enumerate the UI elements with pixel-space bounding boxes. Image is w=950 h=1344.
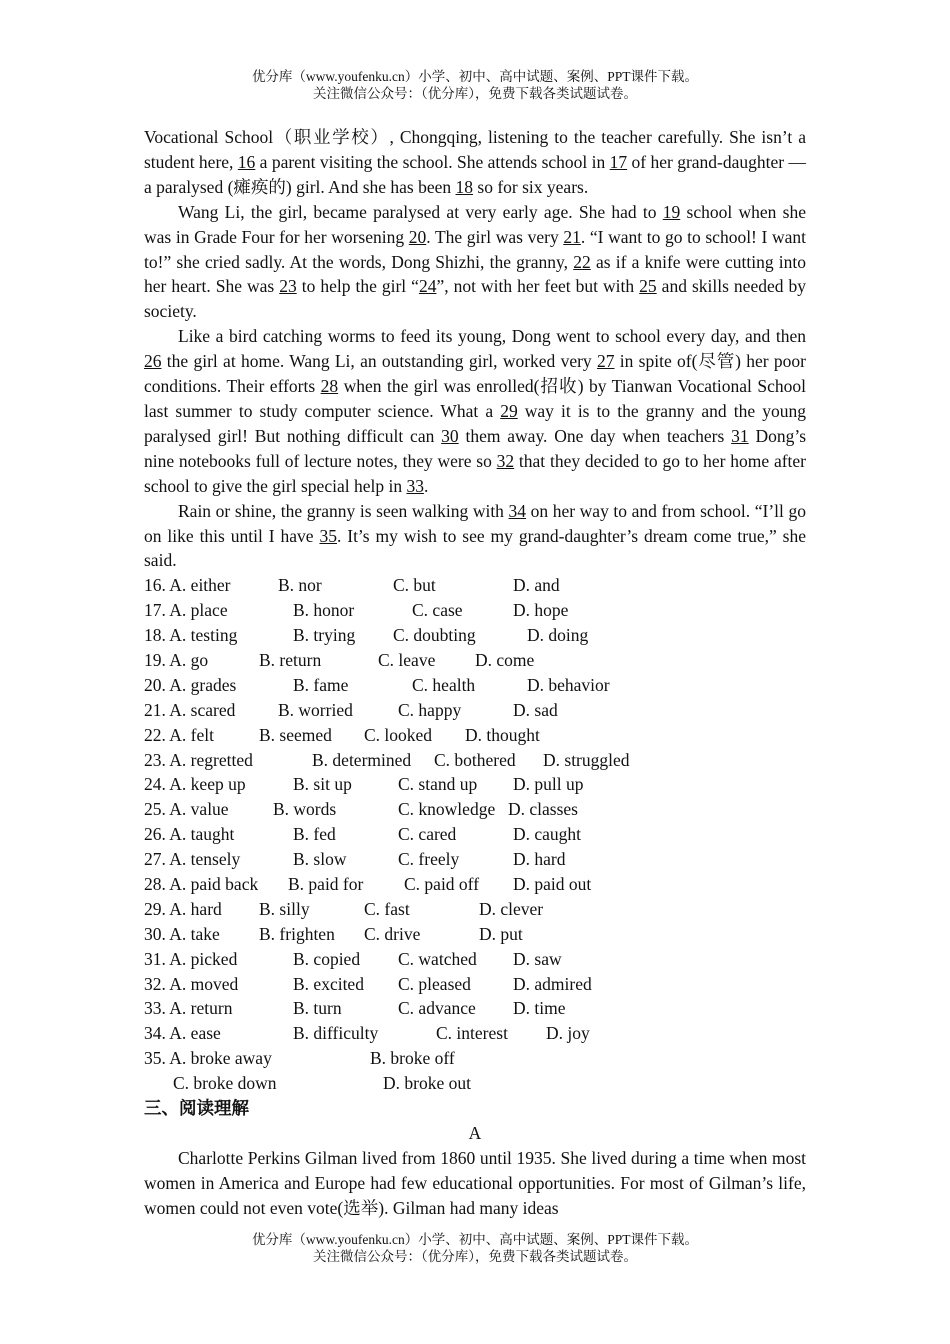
- blank-30: 30: [441, 425, 459, 446]
- blank-35: 35: [319, 525, 337, 546]
- blank-20: 20: [408, 226, 427, 247]
- option-row: 16. A. either B. nor C. but D. and: [144, 575, 560, 596]
- option-row: 30. A. take B. frighten C. drive D. put: [144, 923, 523, 944]
- footer-line-2: 关注微信公众号：（优分库），免费下载各类试题试卷。: [313, 1249, 637, 1264]
- option-row: 26. A. taught B. fed C. cared D. caught: [144, 824, 582, 845]
- blank-31: 31: [731, 425, 749, 446]
- blank-18: 18: [455, 176, 474, 197]
- option-row: 28. A. paid back B. paid for C. paid off D. paid out: [144, 874, 592, 894]
- option-row: 17. A. place B. honor C. case D. hope: [144, 600, 569, 621]
- option-row: 20. A. grades B. fame C. health D. behavior: [144, 674, 610, 695]
- page-footer: [0, 1231, 950, 1265]
- option-row: 32. A. moved B. excited C. pleased D. admired: [144, 973, 592, 994]
- blank-17: 17: [609, 151, 628, 172]
- passage-paragraph-3: Like a bird catching worms to feed its young, Dong went to school every day, and then 26 the girl at home. Wang Li, an outstanding girl, worked very 27 in spite of(尽管) her poor conditions. Their efforts 28 when the girl was enrolled(招收) by Tianwan Vocational School last summer to study computer science. What a 29 way it is to the granny and the young paralysed girl! But nothing difficult can 30 them away. One day when teachers 31 Dong’s nine notebooks full of lecture notes, they were so 32 that they decided to go to her home after school to give the girl special help in 33.: [144, 326, 807, 496]
- passage-paragraph-2: Wang Li, the girl, became paralysed at very early age. She had to 19 school when she was in Grade Four for her worsening 20. The girl was very 21. “I want to go to school! I want to!” she cried sadly. At the words, Dong Shizhi, the granny, 22 as if a knife were cutting into her heart. She was 23 to help the girl “24”, not with her feet but with 25 and skills needed by society.: [144, 201, 807, 322]
- blank-33: 33: [406, 475, 424, 496]
- blank-21: 21: [563, 226, 581, 247]
- blank-29: 29: [500, 400, 518, 421]
- passage-paragraph-1: Vocational School（职业学校）, Chongqing, listening to the teacher carefully. She isn’t a student here, 16 a parent visiting the school. She attends school in 17 of her grand-daughter — a paralysed (瘫痪的) girl. And she has been 18 so for six years.: [144, 127, 806, 197]
- blank-25: 25: [639, 276, 657, 297]
- blank-34: 34: [508, 500, 527, 521]
- blank-22: 22: [573, 251, 591, 272]
- option-row: 34. A. ease B. difficulty C. interest D. joy: [144, 1023, 590, 1044]
- footer-line-1: 优分库（www.youfenku.cn）小学、初中、高中试题、案例、PPT课件下载。: [251, 1232, 699, 1247]
- option-row: 24. A. keep up B. sit up C. stand up D. pull up: [144, 774, 584, 795]
- option-row: 19. A. go B. return C. leave D. come: [144, 649, 535, 670]
- blank-26: 26: [144, 351, 162, 372]
- header-line-2: 关注微信公众号：（优分库），免费下载各类试题试卷。: [313, 86, 637, 101]
- blank-16: 16: [237, 151, 256, 172]
- option-row: 31. A. picked B. copied C. watched D. saw: [144, 948, 562, 969]
- option-row: 29. A. hard B. silly C. fast D. clever: [144, 898, 544, 919]
- option-row: 25. A. value B. words C. knowledge D. classes: [144, 799, 578, 820]
- blank-24: 24: [418, 276, 437, 297]
- blank-27: 27: [596, 351, 615, 372]
- page-header: [0, 68, 950, 102]
- blank-32: 32: [496, 450, 515, 471]
- header-line-1: 优分库（www.youfenku.cn）小学、初中、高中试题、案例、PPT课件下载。: [251, 69, 699, 84]
- document-body: [144, 125, 806, 1221]
- option-row: 27. A. tensely B. slow C. freely D. hard: [144, 849, 566, 870]
- option-row: 22. A. felt B. seemed C. looked D. thought: [144, 724, 540, 745]
- reading-paragraph: Charlotte Perkins Gilman lived from 1860 until 1935. She lived during a time when most women in America and Europe had few educational opportunities. For most of Gilman’s life, women could not even vote(选举). Gilman had many ideas: [144, 1147, 806, 1218]
- passage-paragraph-4: Rain or shine, the granny is seen walking with 34 on her way to and from school. “I’ll go on like this until I have 35. It’s my wish to see my grand-daughter’s dream come true,” she said.: [144, 500, 806, 571]
- option-row: 33. A. return B. turn C. advance D. time: [144, 998, 566, 1019]
- option-row-35b: C. broke down D. broke out: [173, 1073, 471, 1094]
- option-row: 23. A. regretted B. determined C. bothered D. struggled: [144, 749, 630, 770]
- blank-19: 19: [662, 201, 681, 222]
- option-row-35a: 35. A. broke away B. broke off: [144, 1048, 455, 1069]
- blank-28: 28: [320, 376, 339, 397]
- options-list: [144, 573, 806, 1096]
- passage-label: A: [468, 1122, 482, 1143]
- blank-23: 23: [279, 276, 297, 297]
- option-row: 21. A. scared B. worried C. happy D. sad: [144, 699, 558, 720]
- option-row: 18. A. testing B. trying C. doubting D. doing: [144, 625, 589, 646]
- section-heading: 三、阅读理解: [144, 1098, 249, 1119]
